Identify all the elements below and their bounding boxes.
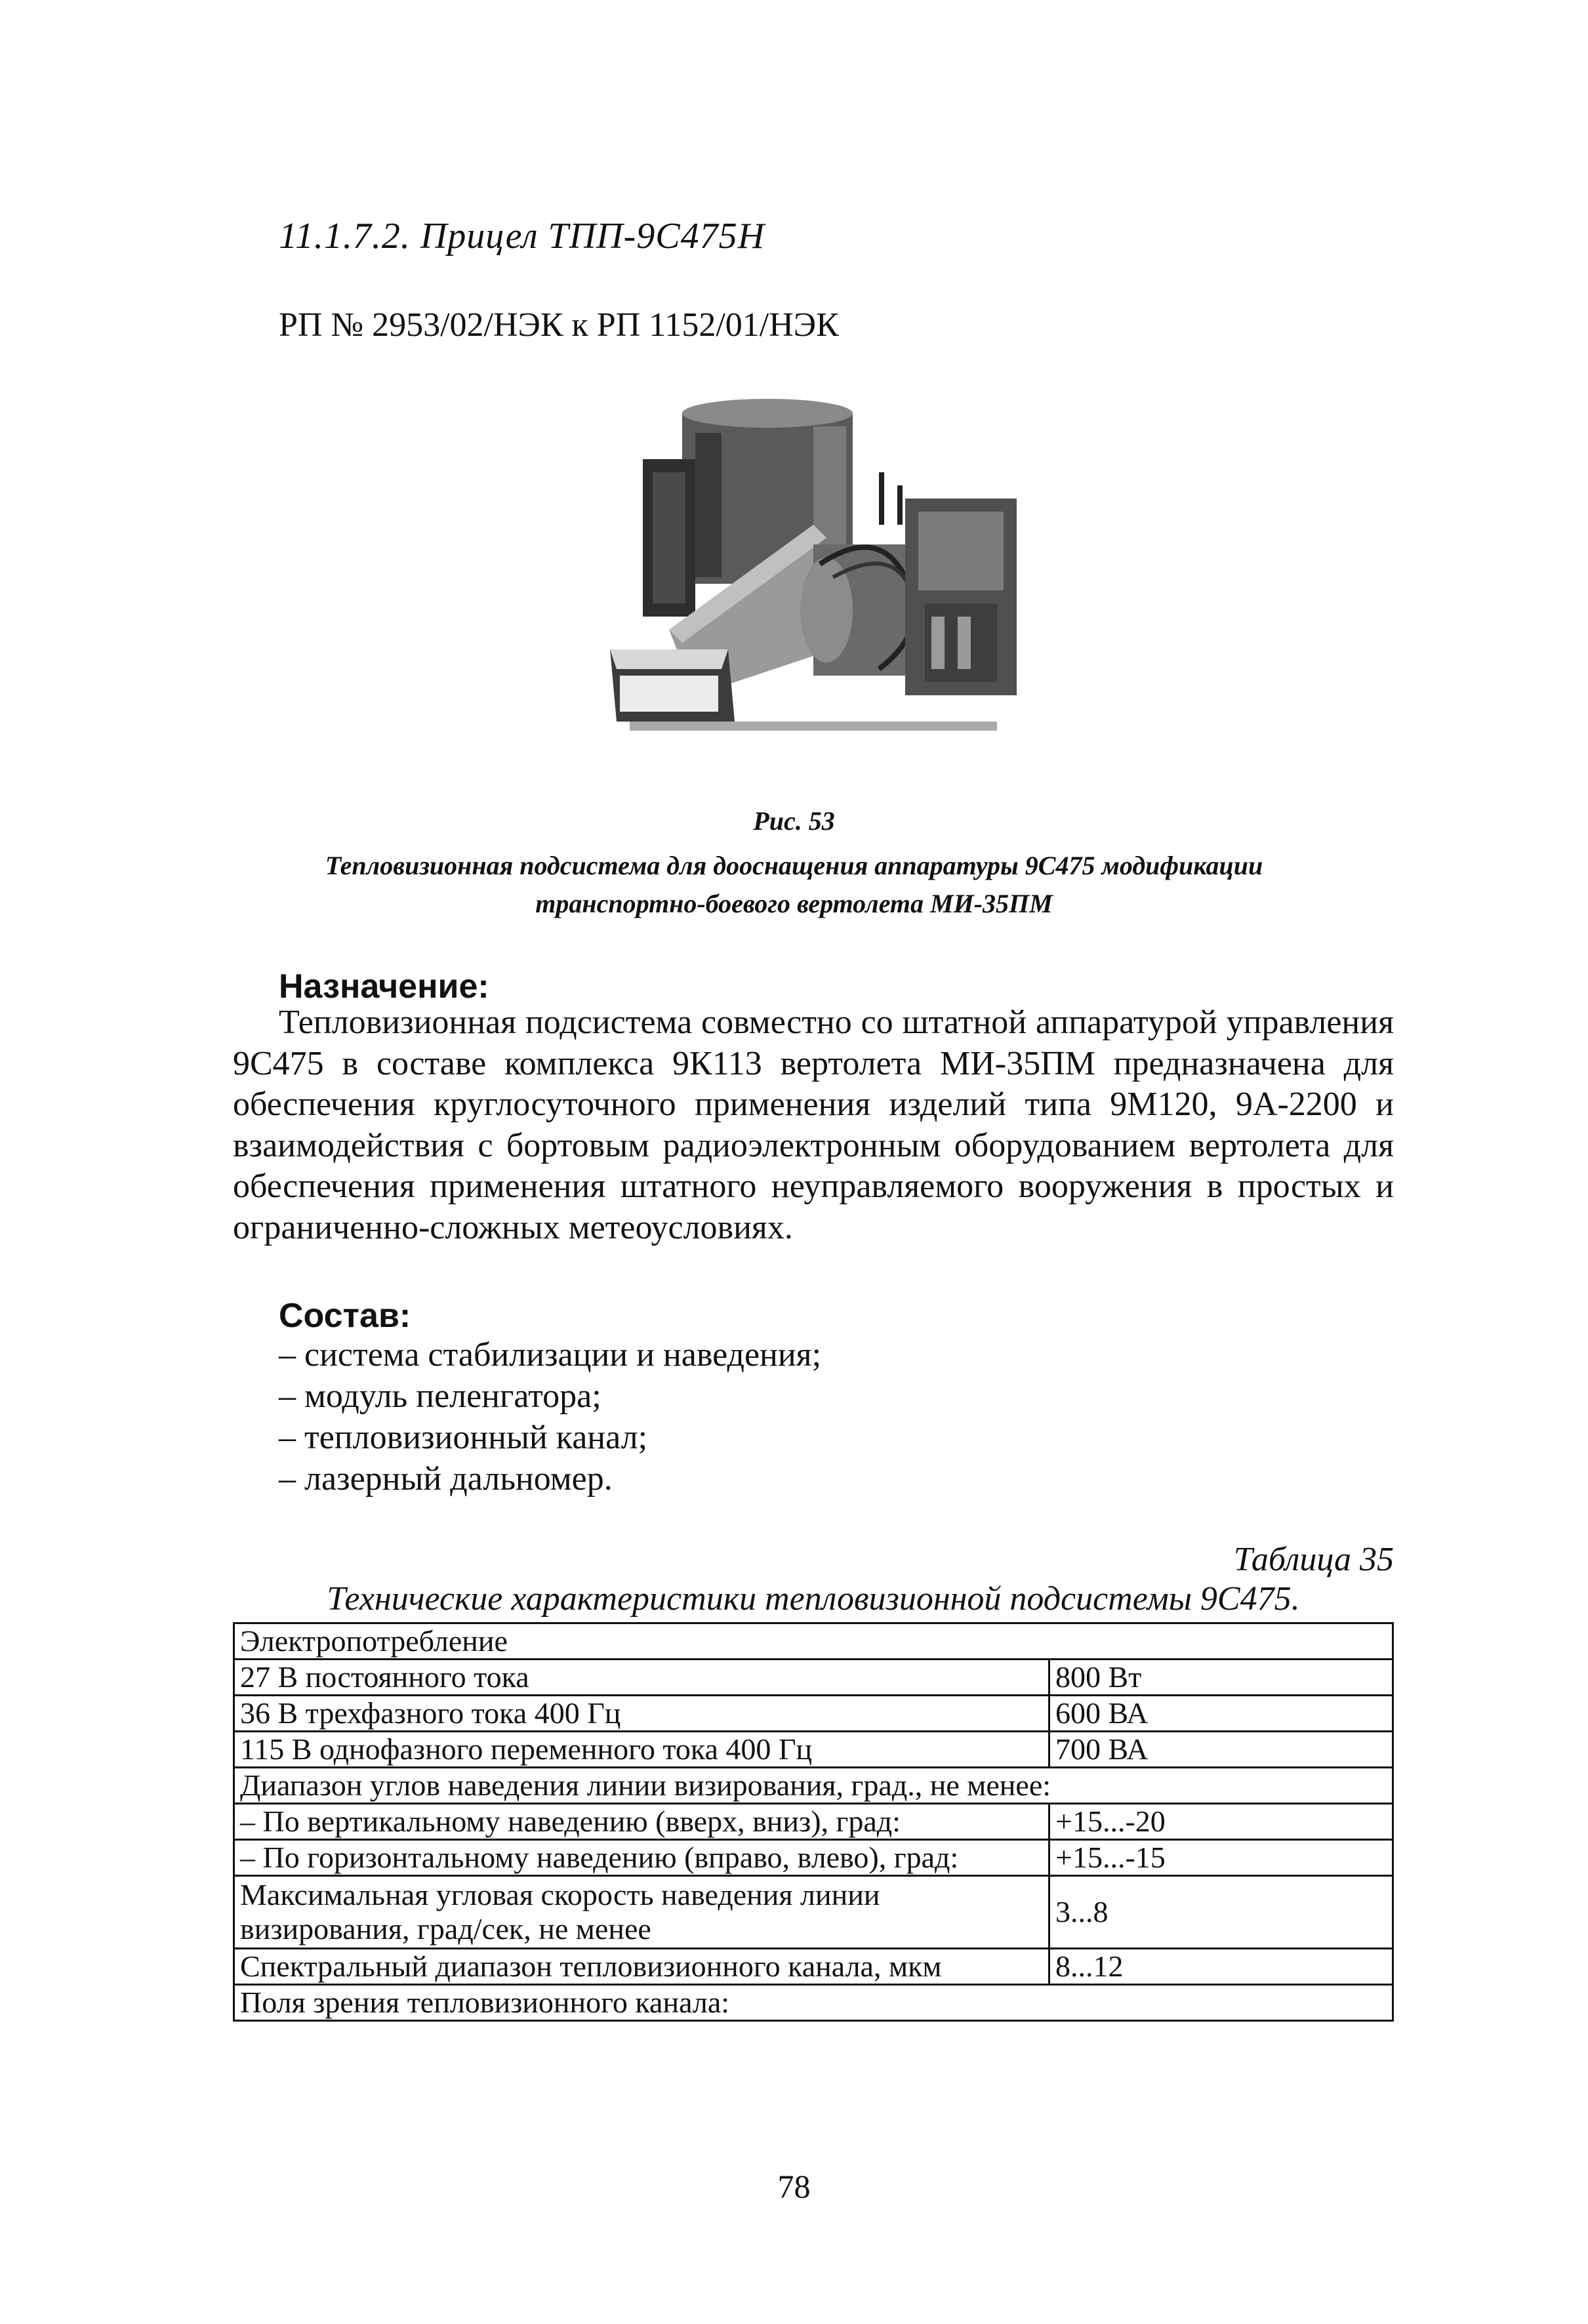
table-cell: 27 В постоянного тока [234, 1660, 1049, 1696]
table-title: Технические характеристики тепловизионной подсистемы 9С475. [327, 1580, 1300, 1618]
document-reference: РП № 2953/02/НЭК к РП 1152/01/НЭК [279, 306, 839, 344]
table-cell: – По горизонтальному наведению (вправо, влево), град: [234, 1840, 1049, 1876]
table-row [234, 1623, 1393, 1660]
table-cell: +15...-20 [1049, 1804, 1393, 1840]
list-item: – система стабилизации и наведения; [279, 1336, 822, 1374]
purpose-heading: Назначение: [279, 968, 489, 1006]
list-item: – тепловизионный канал; [279, 1419, 648, 1456]
table-cell: Диапазон углов наведения линии визирования, град., не менее: [234, 1768, 1393, 1804]
composition-list [279, 1334, 821, 1499]
table-cell: 600 ВА [1049, 1696, 1393, 1732]
list-item: – лазерный дальномер. [279, 1460, 613, 1498]
table-cell: 115 В однофазного переменного тока 400 Гц [234, 1732, 1049, 1768]
page-number: 78 [777, 2168, 811, 2205]
table-number: Таблица 35 [1233, 1541, 1394, 1578]
table-cell: 800 Вт [1049, 1660, 1393, 1696]
list-item: – модуль пеленгатора; [279, 1377, 601, 1415]
table-row [234, 1985, 1393, 2021]
figure-caption-line1: Тепловизионная подсистема для дооснащения аппаратуры 9С475 модификации [325, 851, 1263, 880]
table-cell: 36 В трехфазного тока 400 Гц [234, 1696, 1049, 1732]
purpose-paragraph: Тепловизионная подсистема совместно со штатной аппаратурой управления 9С475 в составе комплекса 9К113 вертолета МИ-35ПМ предназначена для обеспечения круглосуточного применения изделий типа 9М120, 9А-2200 и взаимодействия с бортовым радиоэлектронным оборудованием вертолета для обеспечения применения штатного неуправляемого вооружения в простых и ограниченно-сложных метеоусловиях. [233, 1004, 1394, 1246]
composition-heading: Состав: [279, 1297, 411, 1335]
table-cell: – По вертикальному наведению (вверх, вниз), град: [234, 1804, 1049, 1840]
section-title: 11.1.7.2. Прицел ТПП-9С475Н [279, 216, 765, 256]
table-row [234, 1732, 1393, 1768]
table-row [234, 1840, 1393, 1876]
specifications-table [233, 1622, 1394, 2022]
table-cell: 3...8 [1049, 1876, 1393, 1949]
thermal-sight-photo [538, 394, 1063, 761]
table-cell: Поля зрения тепловизионного канала: [234, 1985, 1393, 2021]
table-cell: Электропотребление [234, 1623, 1393, 1660]
table-cell: 700 ВА [1049, 1732, 1393, 1768]
table-row [234, 1804, 1393, 1840]
table-cell: +15...-15 [1049, 1840, 1393, 1876]
table-cell: Максимальная угловая скорость наведения линии визирования, град/сек, не менее [234, 1876, 1049, 1949]
figure-label: Рис. 53 [753, 806, 835, 836]
table-row [234, 1696, 1393, 1732]
purpose-text [233, 1002, 1394, 1248]
table-row [234, 1660, 1393, 1696]
table-row [234, 1768, 1393, 1804]
table-cell: 8...12 [1049, 1949, 1393, 1985]
figure-caption-line2: транспортно-боевого вертолета МИ-35ПМ [535, 889, 1053, 918]
table-row [234, 1949, 1393, 1985]
table-row [234, 1876, 1393, 1949]
table-cell: Спектральный диапазон тепловизионного канала, мкм [234, 1949, 1049, 1985]
